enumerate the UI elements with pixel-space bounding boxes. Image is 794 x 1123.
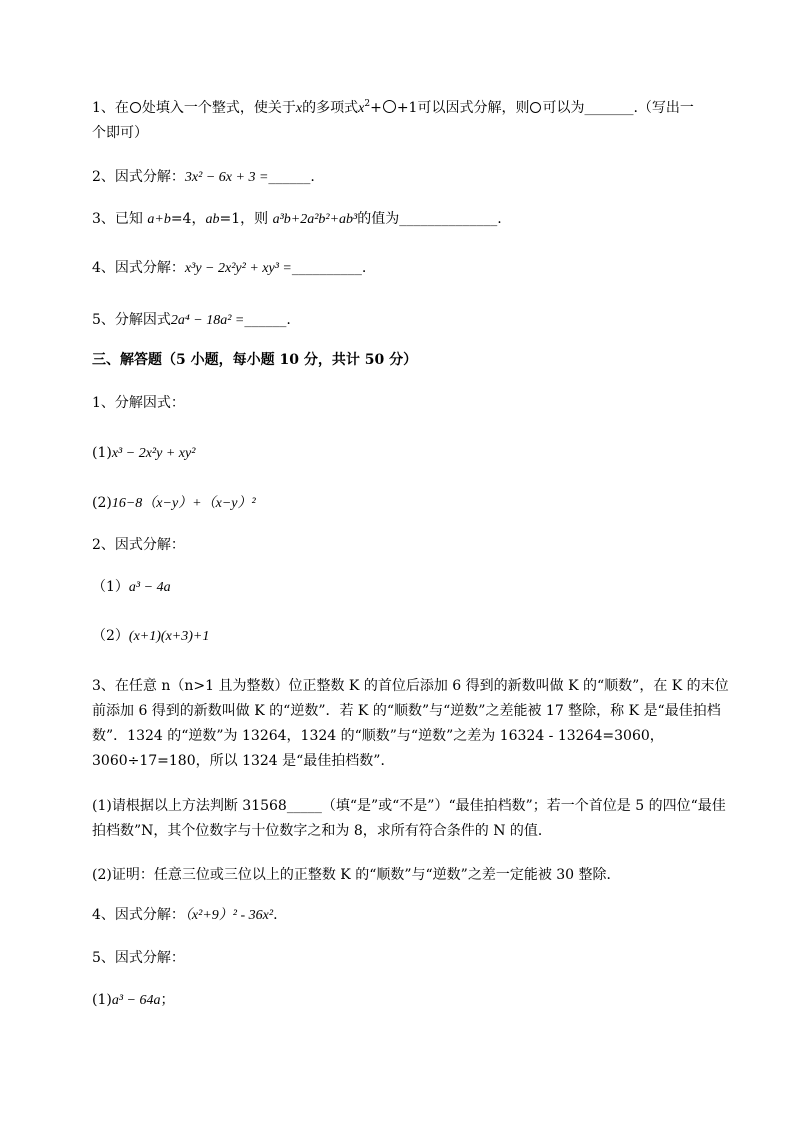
math-expression: （x²+9）² - 36x² [184, 908, 274, 923]
problem-1-part-2: (2)16−8（x−y）+（x−y）² [92, 495, 256, 511]
problem-2-title: 2、因式分解： [92, 537, 185, 553]
math-expression: 16−8（x−y）+（x−y）² [111, 496, 256, 511]
problem-3-body: 3、在任意 n（n>1 且为整数）位正整数 K 的首位后添加 6 得到的新数叫做 K 的“顺数”，在 K 的末位前添加 6 得到的新数叫做 K 的“逆数”．若 K 的“顺数”与“逆数”之差能被 17 整除，称 K 是“最佳拍档数”．1324 的“逆数”为 13264，1324 的“顺数”与“逆数”之差为 16324 - 13264=3060，3060÷17=180，所以 1324 是“最佳拍档数”． [92, 678, 729, 769]
problem-2-part-2: （2）(x+1)(x+3)+1 [92, 628, 210, 644]
fill-question-1: 1、在 处填入一个整式，使关于x的多项式$x^2+ +1$可以因式分解，则 可以为_______.（写出一 个即可） [92, 99, 694, 141]
answer-blank: ______________ [399, 211, 498, 227]
problem-1-part-1: (1)x³ − 2x²y + xy² [92, 445, 196, 461]
math-expression: x³y − 2x²y² + xy³ = [184, 261, 292, 276]
fill-question-3: 3、已知 a+b=4，ab=1，则 a³b+2a²b²+ab³的值为______________. [92, 211, 502, 227]
math-expression: 2a⁴ − 18a² = [170, 313, 245, 328]
math-expression: a³ − 4a [128, 580, 171, 595]
math-expression: a³ − 64a [111, 993, 161, 1008]
fill-question-4: 4、因式分解：x³y − 2x²y² + xy³ =__________. [92, 260, 367, 276]
circle-placeholder-icon [130, 102, 141, 113]
problem-4: 4、因式分解：（x²+9）² - 36x². [92, 907, 278, 923]
circle-placeholder-icon [383, 100, 396, 113]
answer-blank: _______ [584, 100, 634, 116]
math-expression: (x+1)(x+3)+1 [128, 629, 210, 644]
problem-5-part-1: (1)a³ − 64a； [92, 992, 175, 1008]
math-expression: a³b+2a²b²+ab³ [272, 212, 358, 227]
circle-placeholder-icon [530, 102, 541, 113]
answer-blank: ______ [268, 169, 311, 185]
section-heading: 三、解答题（5 小题，每小题 10 分，共计 50 分） [92, 352, 418, 368]
answer-blank: __________ [291, 260, 362, 276]
math-expression: x³ − 2x²y + xy² [111, 446, 196, 461]
problem-3-question-1: (1)请根据以上方法判断 31568_____（填“是”或“不是”）“最佳拍档数”；若一个首位是 5 的四位“最佳拍档数”N，其个位数字与十位数字之和为 8，求所有符合条件的 N 的值． [92, 798, 726, 839]
problem-3-question-2: (2)证明：任意三位或三位以上的正整数 K 的“顺数”与“逆数”之差一定能被 30 整除． [92, 867, 621, 883]
fill-question-2: 2、因式分解：3x² − 6x + 3 =______. [92, 169, 315, 185]
problem-2-part-1: （1）a³ − 4a [92, 579, 171, 595]
problem-1-title: 1、分解因式： [92, 395, 185, 411]
answer-blank: ______ [244, 312, 287, 328]
fill-question-5: 5、分解因式2a⁴ − 18a² =______. [92, 312, 291, 328]
problem-5-title: 5、因式分解： [92, 950, 185, 966]
math-expression: 3x² − 6x + 3 = [184, 170, 269, 185]
